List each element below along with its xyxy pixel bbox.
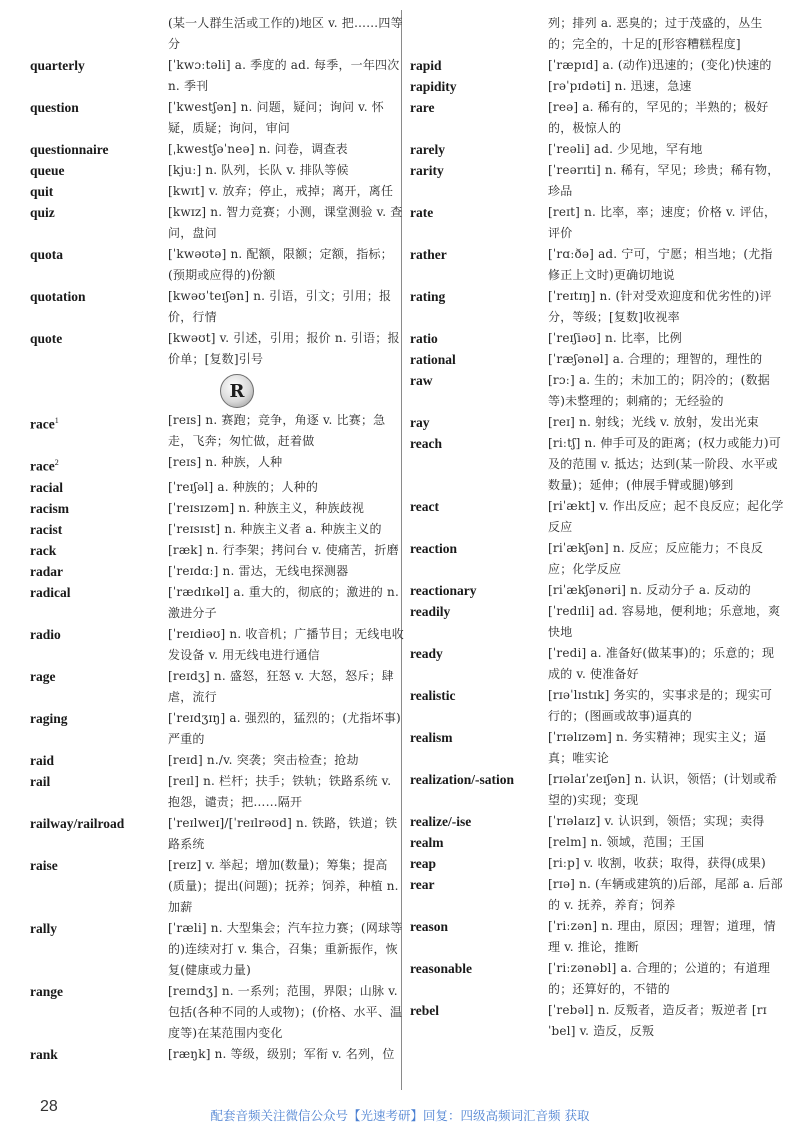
dictionary-entry [30, 855, 404, 918]
entry-headword [410, 97, 548, 118]
dictionary-entry [30, 477, 404, 498]
dictionary-entry [410, 76, 784, 97]
headword-text: realize/-ise [410, 814, 472, 829]
entry-headword [30, 918, 168, 939]
entry-definition: 列；排列 a. 恶臭的；过于茂盛的，丛生的；完全的，十足的[形容糟糕程度] [548, 16, 763, 51]
dictionary-entry [30, 97, 404, 139]
entry-definition: [ˈkwəʊtə] n. 配额，限额；定额，指标；(预期或应得的)份额 [168, 247, 393, 282]
headword-text: railway/railroad [30, 815, 125, 831]
entry-definition: [reə] a. 稀有的，罕见的；半熟的；极好的，极惊人的 [548, 100, 769, 135]
dictionary-entry [410, 202, 784, 244]
dictionary-entry [410, 811, 784, 832]
entry-headword [410, 538, 548, 559]
headword-text: rarity [410, 163, 444, 178]
headword-text: rapidity [410, 79, 457, 94]
dictionary-entry [30, 666, 404, 708]
dictionary-entry [410, 853, 784, 874]
entry-headword [30, 540, 168, 561]
dictionary-entry [30, 519, 404, 540]
entry-headword [30, 477, 168, 498]
entry-headword [410, 328, 548, 349]
entry-headword [30, 410, 168, 435]
headword-text: ratio [410, 331, 438, 346]
entry-definition: [reɪl] n. 栏杆；扶手；铁轨；铁路系统 v. 抱怨，谴责；把……隔开 [168, 773, 392, 809]
dictionary-entry [30, 202, 404, 244]
headword-text: racist [30, 521, 63, 537]
headword-text: raging [30, 710, 68, 726]
headword-text: readily [410, 604, 451, 619]
entry-definition: [rɪəlaɪˈzeɪʃən] n. 认识，领悟；(计划或希望的)实现；变现 [548, 772, 778, 807]
headword-text: reactionary [410, 583, 477, 598]
headword-text: rarely [410, 142, 445, 157]
headword-text: rather [410, 247, 447, 262]
entry-definition: [reɪs] n. 种族，人种 [168, 455, 283, 469]
dictionary-entry [30, 160, 404, 181]
entry-definition: [ˈriːzən] n. 理由，原因；理智；道理，情理 v. 推论，推断 [548, 919, 776, 954]
entry-definition: [ˈreəli] ad. 少见地，罕有地 [548, 142, 703, 156]
dictionary-entry [410, 1000, 784, 1042]
entry-definition: [kwəʊˈteɪʃən] n. 引语，引文；引用；报价，行情 [168, 289, 392, 324]
entry-list [410, 55, 784, 1042]
left-column [30, 13, 404, 1065]
headword-text: rack [30, 542, 57, 558]
entry-definition: [kwəʊt] v. 引述，引用；报价 n. 引语；报价单；[复数]引号 [168, 331, 400, 366]
entry-definition: [ˈkwestʃən] n. 问题，疑问；询问 v. 怀疑，质疑；询问，审问 [168, 100, 384, 135]
entry-definition: [ˈræli] n. 大型集会；汽车拉力赛；(网球等的)连续对打 v. 集合，召集；重新振作，恢复(健康或力量) [168, 920, 403, 977]
continuation-entry [410, 13, 784, 55]
dictionary-entry [410, 160, 784, 202]
headword-text: react [410, 499, 439, 514]
dictionary-entry [410, 832, 784, 853]
entry-definition: [ˈræʃənəl] a. 合理的；理智的，理性的 [548, 352, 763, 366]
entry-definition: [riːp] v. 收割，收获；取得，获得(成果) [548, 856, 766, 870]
headword-text: quotation [30, 289, 86, 304]
dictionary-entry [30, 582, 404, 624]
entry-headword [410, 139, 548, 160]
entry-definition: [rɪə] n. (车辆或建筑的)后部，尾部 a. 后部的 v. 抚养，养育；饲养 [548, 877, 783, 912]
entry-headword [410, 601, 548, 622]
entry-headword [410, 202, 548, 223]
headword-text: queue [30, 163, 65, 178]
headword-text: raise [30, 857, 58, 873]
entry-headword [30, 452, 168, 477]
entry-headword [410, 958, 548, 979]
headword-text: realm [410, 835, 444, 850]
entry-headword [30, 855, 168, 876]
dictionary-entry [410, 769, 784, 811]
entry-definition: [kjuː] n. 队列，长队 v. 排队等候 [168, 163, 349, 177]
entry-headword [30, 582, 168, 603]
entry-definition: [ˈrɪəlɪzəm] n. 务实精神；现实主义；逼真；唯实论 [548, 730, 767, 765]
dictionary-entry [410, 958, 784, 1000]
headword-text: quit [30, 184, 54, 199]
page-number: 28 [40, 1098, 58, 1115]
headword-text: racism [30, 500, 69, 516]
entry-headword [410, 811, 548, 832]
dictionary-entry [410, 601, 784, 643]
entry-headword [410, 286, 548, 307]
entry-definition: [ˈreɪʃəl] a. 种族的；人种的 [168, 479, 319, 494]
dictionary-entry [410, 685, 784, 727]
entry-headword [30, 771, 168, 792]
dictionary-entry [30, 750, 404, 771]
entry-headword [30, 139, 168, 160]
entry-definition: [ˈreɪdʒɪŋ] a. 强烈的，猛烈的；(尤指坏事)严重的 [168, 710, 401, 746]
entry-headword [30, 624, 168, 645]
headword-text: ray [410, 415, 430, 430]
headword-text: rage [30, 668, 56, 684]
headword-text: reach [410, 436, 442, 451]
dictionary-entry [30, 1044, 404, 1065]
headword-text: racial [30, 479, 63, 495]
dictionary-entry [30, 286, 404, 328]
entry-list [30, 55, 404, 370]
dictionary-entry [30, 771, 404, 813]
headword-text: ready [410, 646, 443, 661]
entry-definition: [rəˈpɪdəti] n. 迅速，急速 [548, 79, 692, 93]
entry-headword [410, 874, 548, 895]
entry-headword [410, 769, 548, 790]
entry-definition: [rɪəˈlɪstɪk] 务实的，实事求是的；现实可行的；(图画或故事)逼真的 [548, 688, 773, 723]
footer-note: 配套音频关注微信公众号【光速考研】回复：四级高频词汇音频 获取 [210, 1108, 590, 1123]
entry-headword [410, 1000, 548, 1021]
entry-definition: [reɪndʒ] n. 一系列；范围，界限；山脉 v. 包括(各种不同的人或物)；(价格、水平、温度等)在某范围内变化 [168, 983, 403, 1040]
entry-headword [410, 55, 548, 76]
entry-headword [30, 244, 168, 265]
entry-definition: [riˈækʃənəri] n. 反动分子 a. 反动的 [548, 583, 751, 597]
entry-definition: [ˈreɪʃiəʊ] n. 比率，比例 [548, 331, 682, 345]
dictionary-entry [410, 727, 784, 769]
dictionary-entry [30, 918, 404, 981]
headword-text: quote [30, 331, 63, 346]
dictionary-entry [410, 244, 784, 286]
headword-text: reaction [410, 541, 457, 556]
entry-headword [30, 981, 168, 1002]
entry-definition: [ˈreɪsɪst] n. 种族主义者 a. 种族主义的 [168, 521, 382, 536]
dictionary-entry [30, 981, 404, 1044]
headword-text: questionnaire [30, 142, 109, 157]
dictionary-entry [30, 452, 404, 477]
dictionary-entry [30, 813, 404, 855]
headword-text: rank [30, 1046, 58, 1062]
entry-definition: [ræk] n. 行李架；拷问台 v. 使痛苦，折磨 [168, 542, 399, 557]
right-column [410, 13, 784, 1042]
dictionary-entry [410, 97, 784, 139]
entry-headword [410, 160, 548, 181]
entry-definition: [ˈrɪəlaɪz] v. 认识到，领悟；实现；卖得 [548, 814, 765, 828]
headword-text: rating [410, 289, 446, 304]
headword-text: rational [410, 352, 456, 367]
entry-definition: [ˈredɪli] ad. 容易地，便利地；乐意地，爽快地 [548, 604, 781, 639]
headword-text: rail [30, 773, 51, 789]
entry-headword [410, 412, 548, 433]
dictionary-entry [30, 624, 404, 666]
homograph-number: 2 [54, 458, 59, 467]
headword-text: rare [410, 100, 435, 115]
headword-text: reason [410, 919, 449, 934]
entry-definition: [riˈækʃən] n. 反应；反应能力；不良反应；化学反应 [548, 541, 764, 576]
dictionary-entry [30, 410, 404, 452]
dictionary-entry [30, 498, 404, 519]
entry-definition: [reɪt] n. 比率，率；速度；价格 v. 评估，评价 [548, 205, 777, 240]
headword-text: realization/-sation [410, 772, 514, 787]
headword-text: realism [410, 730, 453, 745]
dictionary-entry [30, 55, 404, 97]
entry-headword [410, 853, 548, 874]
entry-list [30, 410, 404, 1065]
entry-headword [410, 496, 548, 517]
dictionary-entry [410, 328, 784, 349]
entry-definition: [reɪs] n. 赛跑；竞争，角逐 v. 比赛；急走，飞奔；匆忙做，赶着做 [168, 413, 386, 448]
dictionary-entry [410, 538, 784, 580]
entry-definition: [riˈækt] v. 作出反应；起不良反应；起化学反应 [548, 499, 784, 534]
headword-text: quiz [30, 205, 55, 220]
dictionary-entry [410, 916, 784, 958]
entry-headword [30, 181, 168, 202]
entry-definition: [ˈriːzənəbl] a. 合理的；公道的；有道理的；还算好的，不错的 [548, 961, 771, 996]
dictionary-entry [410, 286, 784, 328]
entry-definition: [reɪd] n./v. 突袭；突击检查；抢劫 [168, 752, 359, 767]
entry-headword [30, 286, 168, 307]
headword-text: realistic [410, 688, 456, 703]
entry-definition: [ˈredi] a. 准备好(做某事)的；乐意的；现成的 v. 使准备好 [548, 646, 775, 681]
dictionary-entry [410, 874, 784, 916]
entry-definition: [ˌkwestʃəˈneə] n. 问卷，调查表 [168, 142, 348, 156]
entry-definition: [ˈrebəl] n. 反叛者，造反者；叛逆者 [rɪˈbel] v. 造反，反叛 [548, 1003, 767, 1038]
continuation-entry [30, 13, 404, 55]
entry-definition: [reɪdʒ] n. 盛怒，狂怒 v. 大怒，怒斥；肆虐，流行 [168, 668, 394, 704]
entry-definition: [ˈreɪsɪzəm] n. 种族主义，种族歧视 [168, 500, 365, 515]
entry-headword [30, 708, 168, 729]
entry-definition: [kwɪz] n. 智力竞赛；小测，课堂测验 v. 查问，盘问 [168, 205, 403, 240]
dictionary-entry [30, 540, 404, 561]
entry-definition: [relm] n. 领域，范围；王国 [548, 835, 705, 849]
entry-definition: [ˈrædɪkəl] a. 重大的，彻底的；激进的 n. 激进分子 [168, 584, 399, 620]
dictionary-entry [30, 561, 404, 582]
entry-headword [410, 76, 548, 97]
entry-definition: [reɪz] v. 举起；增加(数量)；筹集；提高(质量)；提出(问题)；抚养；饲养，种植 n. 加薪 [168, 857, 399, 914]
headword-text: reasonable [410, 961, 473, 976]
entry-headword [410, 643, 548, 664]
headword-text: reap [410, 856, 436, 871]
entry-definition: [ˈreɪdiəʊ] n. 收音机；广播节目；无线电收发设备 v. 用无线电进行通信 [168, 626, 404, 662]
headword-text: quota [30, 247, 64, 262]
dictionary-entry [30, 328, 404, 370]
headword-text: rally [30, 920, 57, 936]
entry-headword [30, 55, 168, 76]
dictionary-entry [410, 55, 784, 76]
entry-headword [30, 160, 168, 181]
letter-r-badge: R [220, 374, 254, 408]
dictionary-entry [30, 708, 404, 750]
letter-marker [70, 370, 404, 410]
entry-headword [410, 244, 548, 265]
entry-headword [30, 498, 168, 519]
headword-text: raid [30, 752, 55, 768]
dictionary-entry [30, 244, 404, 286]
headword-text: rebel [410, 1003, 439, 1018]
headword-text: race [30, 416, 55, 432]
entry-headword [410, 433, 548, 454]
headword-text: race [30, 458, 55, 474]
headword-text: range [30, 983, 63, 999]
entry-headword [30, 561, 168, 582]
entry-headword [30, 750, 168, 771]
entry-definition: [ˈreɪtɪŋ] n. (针对受欢迎度和优劣性的)评分，等级；[复数]收视率 [548, 289, 772, 324]
dictionary-entry [410, 412, 784, 433]
entry-definition: (某一人群生活或工作的)地区 v. 把……四等分 [168, 16, 403, 51]
entry-headword [410, 832, 548, 853]
headword-text: radar [30, 563, 63, 579]
entry-definition: [ˈræpɪd] a. (动作)迅速的；(变化)快速的 [548, 58, 772, 72]
headword-text: rapid [410, 58, 442, 73]
entry-headword [30, 328, 168, 349]
entry-headword [410, 685, 548, 706]
entry-headword [410, 349, 548, 370]
dictionary-entry [410, 496, 784, 538]
entry-headword [30, 666, 168, 687]
headword-text: radical [30, 584, 71, 600]
entry-headword [30, 1044, 168, 1065]
entry-definition: [reɪ] n. 射线；光线 v. 放射，发出光束 [548, 415, 760, 429]
headword-text: raw [410, 373, 433, 388]
dictionary-entry [410, 580, 784, 601]
homograph-number: 1 [54, 416, 59, 425]
headword-text: rear [410, 877, 435, 892]
dictionary-entry [410, 433, 784, 496]
headword-text: rate [410, 205, 434, 220]
headword-text: quarterly [30, 58, 85, 73]
entry-headword [410, 370, 548, 391]
dictionary-entry [30, 181, 404, 202]
entry-definition: [kwɪt] v. 放弃；停止，戒掉；离开，离任 [168, 184, 394, 198]
dictionary-entry [30, 139, 404, 160]
entry-definition: [ˈreərɪti] n. 稀有，罕见；珍贵；稀有物，珍品 [548, 163, 780, 198]
entry-headword [410, 727, 548, 748]
dictionary-entry [410, 349, 784, 370]
entry-definition: [ˈkwɔːtəli] a. 季度的 ad. 每季，一年四次 n. 季刊 [168, 58, 400, 93]
entry-definition: [rɔː] a. 生的；未加工的；阴冷的；(数据等)未整理的；刺痛的；无经验的 [548, 373, 770, 408]
entry-headword [30, 813, 168, 834]
entry-definition: [ræŋk] n. 等级，级别；军衔 v. 名列，位 [168, 1046, 395, 1061]
entry-definition: [ˈreɪdɑː] n. 雷达，无线电探测器 [168, 563, 349, 578]
entry-headword [410, 916, 548, 937]
entry-definition: [riːtʃ] n. 伸手可及的距离；(权力或能力)可及的范围 v. 抵达；达到(某一阶段、水平或数量)；延伸；(伸展手臂或腿)够到 [548, 436, 781, 492]
dictionary-entry [410, 370, 784, 412]
entry-headword [30, 519, 168, 540]
entry-definition: [ˈrɑːðə] ad. 宁可，宁愿；相当地；(尤指修正上文时)更确切地说 [548, 247, 773, 282]
entry-definition: [ˈreɪlweɪ]/[ˈreɪlrəʊd] n. 铁路，铁道；铁路系统 [168, 815, 398, 851]
entry-headword [30, 97, 168, 118]
headword-text: question [30, 100, 79, 115]
dictionary-entry [410, 139, 784, 160]
dictionary-entry [410, 643, 784, 685]
entry-headword [410, 580, 548, 601]
headword-text: radio [30, 626, 61, 642]
entry-headword [30, 202, 168, 223]
